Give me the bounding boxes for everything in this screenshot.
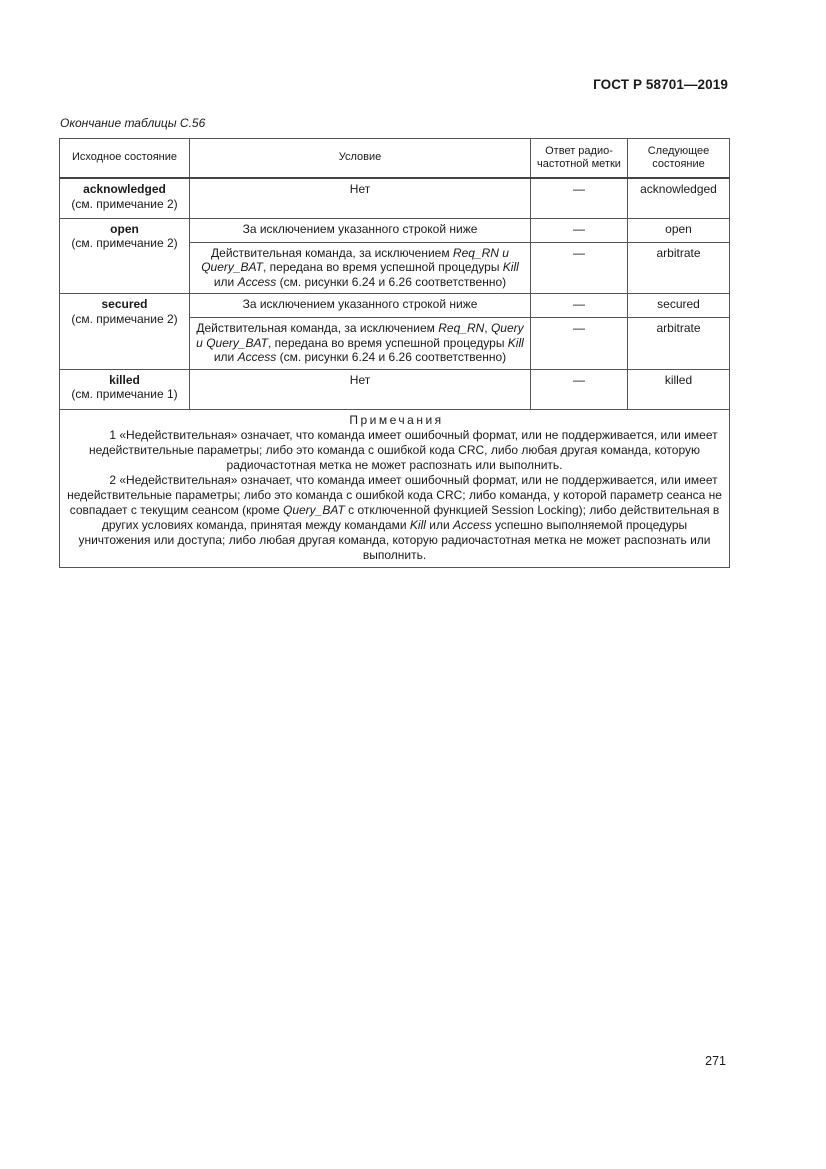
condition-text: , передана во время успешной процедуры bbox=[268, 335, 508, 350]
table-row bbox=[60, 369, 730, 409]
page-number: 271 bbox=[705, 1054, 726, 1068]
response-cell: — bbox=[531, 318, 628, 370]
command-name: Query bbox=[490, 321, 524, 335]
condition-cell: За исключением указанного строкой ниже bbox=[190, 218, 531, 242]
header-initial-state: Исходное состояние bbox=[60, 139, 190, 179]
condition-text: или bbox=[213, 274, 238, 289]
state-cell bbox=[60, 369, 190, 409]
state-cell bbox=[60, 294, 190, 370]
next-state-cell: killed bbox=[628, 369, 730, 409]
condition-text: или bbox=[213, 350, 238, 364]
command-name: Kill bbox=[502, 260, 519, 274]
note-text: с отключенной функцией Session Locking); либо действительная в других условиях команда, принятая между командами bbox=[101, 502, 720, 532]
note-text: или bbox=[425, 517, 454, 532]
condition-text: (см. рисунки 6.24 и 6.26 соответственно) bbox=[276, 274, 507, 289]
note-text: 2 «Недействительная» означает, что команда имеет ошибочный формат, или не поддерживается, или имеет недействительные параметры; либо это команда с ошибкой кода CRC; либо команда, у которой параметр сеанса не совпадает с текущим сеансом (кроме bbox=[67, 472, 722, 517]
command-name: Access bbox=[453, 517, 492, 532]
note-text: успешно выполняемой процедуры уничтожения или доступа; либо любая другая команда, которую радиочастотная метка не может распознать или выполнить. bbox=[78, 517, 711, 562]
state-note: (см. примечание 2) bbox=[71, 236, 178, 250]
next-state-cell: open bbox=[628, 218, 730, 242]
notes-title: Примечания bbox=[349, 412, 444, 427]
next-state-cell: arbitrate bbox=[628, 242, 730, 294]
condition-cell bbox=[190, 242, 531, 294]
header-next-state: Следующее состояние bbox=[628, 139, 730, 179]
response-cell: — bbox=[531, 178, 628, 218]
table-row bbox=[60, 178, 730, 218]
response-cell: — bbox=[531, 218, 628, 242]
response-cell: — bbox=[531, 369, 628, 409]
table-caption: Окончание таблицы С.56 bbox=[60, 116, 206, 130]
state-name: open bbox=[110, 221, 139, 236]
notes-cell bbox=[60, 409, 730, 567]
condition-text: и bbox=[196, 335, 207, 350]
command-name: Access bbox=[237, 350, 277, 364]
state-name: acknowledged bbox=[83, 182, 166, 196]
table-row bbox=[60, 218, 730, 242]
command-name: Kill bbox=[409, 517, 426, 532]
response-cell: — bbox=[531, 242, 628, 294]
condition-cell bbox=[190, 318, 531, 370]
state-note: (см. примечание 1) bbox=[71, 387, 178, 401]
state-transition-table bbox=[59, 138, 730, 568]
condition-text: Действительная команда, за исключением bbox=[211, 245, 453, 260]
state-cell bbox=[60, 218, 190, 294]
condition-text: , передана во время успешной процедуры bbox=[263, 260, 503, 274]
note-2 bbox=[65, 473, 724, 563]
condition-cell: Нет bbox=[190, 369, 531, 409]
command-name: Query_BAT bbox=[206, 335, 268, 350]
next-state-cell: acknowledged bbox=[628, 178, 730, 218]
header-response: Ответ радио-частотной метки bbox=[531, 139, 628, 179]
next-state-cell: secured bbox=[628, 294, 730, 318]
condition-text: (см. рисунки 6.24 и 6.26 соответственно) bbox=[276, 350, 507, 364]
command-name: Query_BAT bbox=[282, 502, 345, 517]
command-name: Req_RN bbox=[438, 321, 485, 335]
state-note: (см. примечание 2) bbox=[71, 196, 178, 211]
note-1: 1 «Недействительная» означает, что команда имеет ошибочный формат, или не поддерживается, или имеет недействительные параметры; либо это команда с ошибкой кода CRC, либо любая другая команда, которую радиочастотная метка не может распознать или выполнить. bbox=[88, 427, 718, 472]
table-row bbox=[60, 294, 730, 318]
standard-header: ГОСТ Р 58701—2019 bbox=[593, 77, 728, 92]
command-name: Query_BAT bbox=[201, 260, 263, 274]
condition-cell: За исключением указанного строкой ниже bbox=[190, 294, 531, 318]
command-name: Req_RN bbox=[452, 245, 499, 260]
condition-text: , bbox=[484, 321, 491, 335]
command-name: Kill bbox=[507, 335, 524, 350]
state-name: killed bbox=[109, 372, 140, 387]
next-state-cell: arbitrate bbox=[628, 318, 730, 370]
state-cell bbox=[60, 178, 190, 218]
response-cell: — bbox=[531, 294, 628, 318]
condition-text: Действительная команда, за исключением bbox=[196, 321, 439, 335]
state-name: secured bbox=[101, 297, 148, 311]
command-name: Access bbox=[237, 274, 277, 289]
notes-row bbox=[60, 409, 730, 567]
condition-text: и bbox=[498, 245, 509, 260]
header-condition: Условие bbox=[190, 139, 531, 179]
state-note: (см. примечание 2) bbox=[71, 311, 178, 326]
condition-cell: Нет bbox=[190, 178, 531, 218]
table-header-row bbox=[60, 139, 730, 179]
